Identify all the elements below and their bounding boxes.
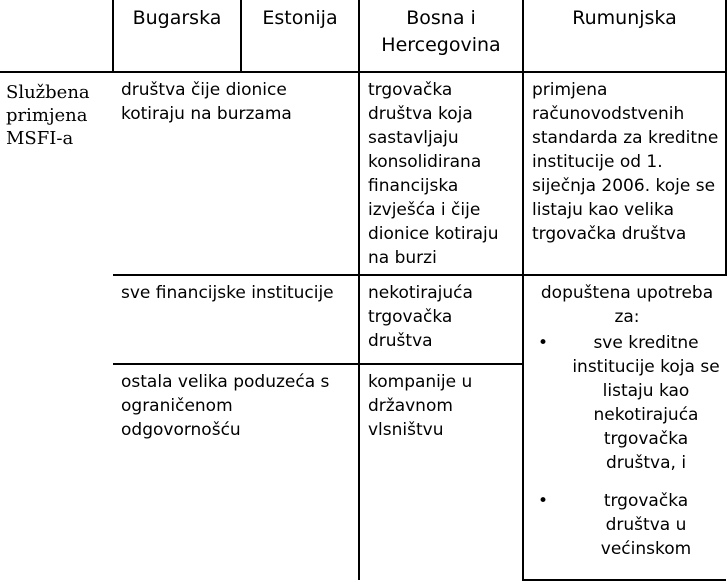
bullet-dot: • [538,333,549,353]
header-bosna-i-hercegovina: Bosna i Hercegovina [359,0,523,72]
header-estonija: Estonija [241,0,359,72]
bug-est-cell: sve financijske institucije [113,275,359,364]
list-item [532,489,722,561]
header-row [0,0,726,72]
table-row [0,72,726,275]
rumunjska-cell: primjena računovodstvenih standarda za kreditne institucije od 1. siječnja 2006. koje se listaju kao velika trgovačka društva [523,72,726,275]
bug-est-cell: društva čije dionice kotiraju na burzama [113,72,359,275]
header-rumunjska: Rumunjska [523,0,726,72]
bullet-text: sve kreditne institucije koja se listaju kao nekotirajuća trgovačka društva, i [572,333,720,473]
bih-cell: trgovačka društva koja sastavljaju konsolidirana financijska izvješća i čije dionice kotiraju na burzi [359,72,523,275]
bih-cell: kompanije u državnom vlsništvu [359,364,523,580]
list-item [532,331,722,475]
bih-cell: nekotirajuća trgovačka društva [359,275,523,364]
rumunjska-intro: dopuštena upotreba za: [540,283,714,327]
bullet-dot: • [538,491,549,511]
header-empty-cell [0,0,113,72]
bug-est-cell: ostala velika poduzeća s ograničenom odgovornošću [113,364,359,580]
rumunjska-merged-cell [523,275,726,580]
bullet-text: trgovačka društva u većinskom [600,491,692,559]
rumunjska-bullet-list [532,331,722,561]
row-label-sluzbena-primjena: Službena primjena MSFI-a [6,82,90,149]
header-bugarska: Bugarska [113,0,241,72]
